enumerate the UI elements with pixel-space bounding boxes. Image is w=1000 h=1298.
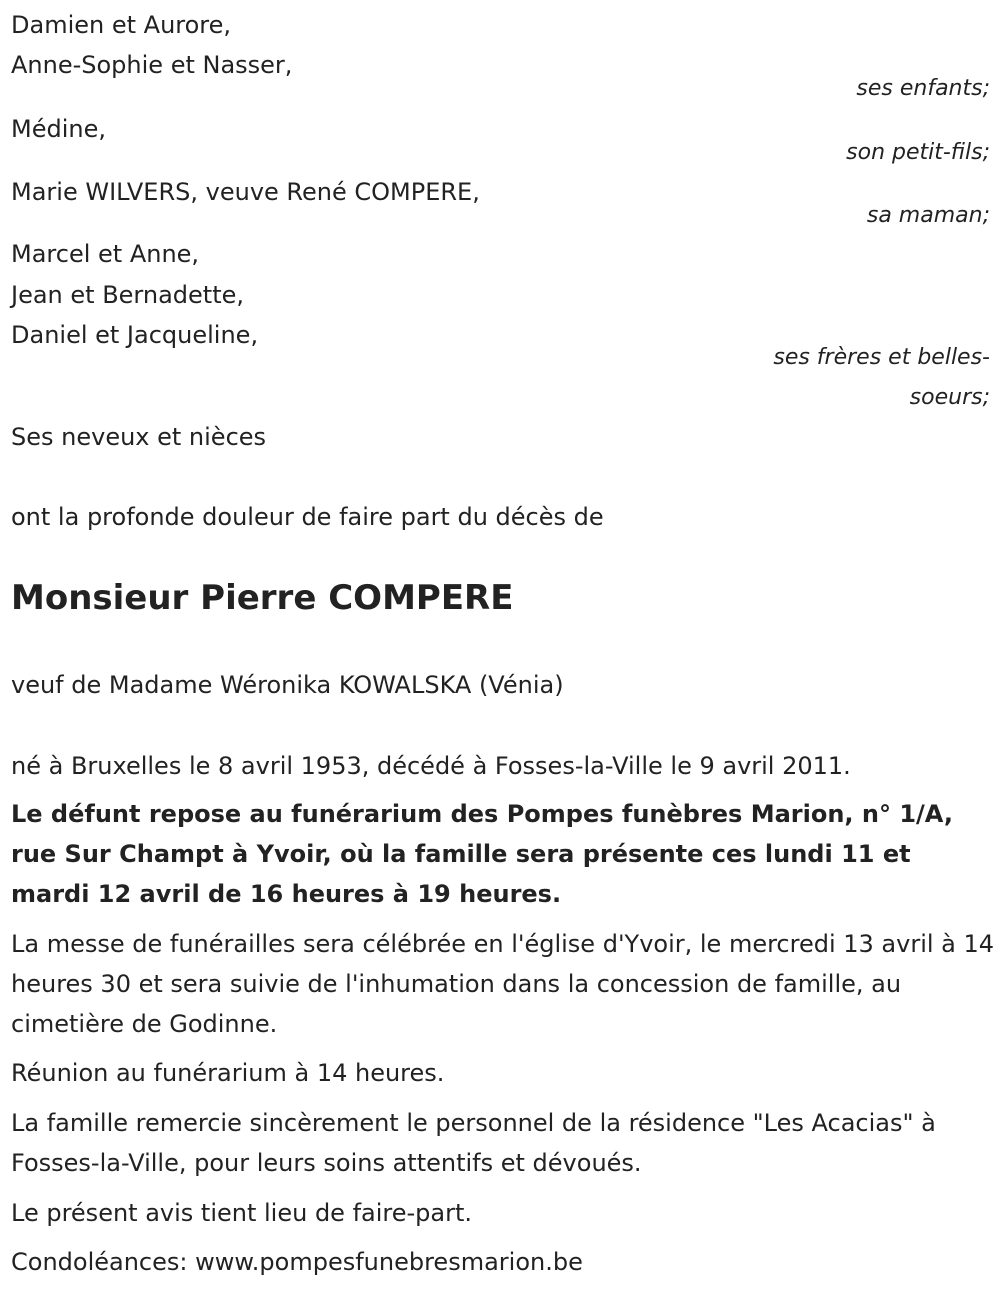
announcement-text: ont la profonde douleur de faire part du décès de	[11, 503, 604, 531]
family-siblings-line-2: Jean et Bernadette,	[11, 281, 245, 309]
notice-paragraph: Le présent avis tient lieu de faire-part.	[11, 1199, 473, 1227]
family-children-line-2: Anne-Sophie et Nasser,	[11, 51, 293, 79]
family-children-line-1: Damien et Aurore,	[11, 11, 232, 39]
condolences-paragraph: Condoléances: www.pompesfunebresmarion.be	[11, 1248, 583, 1276]
relation-siblings-line-1: ses frères et belles-	[773, 345, 990, 370]
reunion-paragraph: Réunion au funérarium à 14 heures.	[11, 1059, 445, 1087]
deceased-name: Monsieur Pierre COMPERE	[11, 578, 514, 618]
repose-paragraph: Le défunt repose au funérarium des Pompes funèbres Marion, n° 1/A, rue Sur Champt à Yvoir, où la famille sera présente ces lundi 11 et mardi 12 avril de 16 heures à 19 heures.	[11, 800, 953, 908]
deceased-dates: né à Bruxelles le 8 avril 1953, décédé à Fosses-la-Ville le 9 avril 2011.	[11, 752, 851, 780]
family-siblings-line-1: Marcel et Anne,	[11, 240, 200, 268]
family-siblings-line-3: Daniel et Jacqueline,	[11, 321, 259, 349]
family-mother-line: Marie WILVERS, veuve René COMPERE,	[11, 178, 480, 206]
relation-mother: sa maman;	[866, 203, 990, 228]
family-nephews-line: Ses neveux et nièces	[11, 423, 267, 451]
relation-siblings-line-2: soeurs;	[909, 385, 990, 410]
relation-grandson: son petit-fils;	[846, 140, 990, 165]
relation-children: ses enfants;	[856, 76, 990, 101]
funeral-mass-paragraph: La messe de funérailles sera célébrée en l'église d'Yvoir, le mercredi 13 avril à 14 heures 30 et sera suivie de l'inhumation dans la concession de famille, au cimetière de Godinne.	[11, 930, 995, 1038]
family-grandson-line: Médine,	[11, 115, 106, 143]
deceased-spouse: veuf de Madame Wéronika KOWALSKA (Vénia)	[11, 671, 564, 699]
thanks-paragraph: La famille remercie sincèrement le personnel de la résidence "Les Acacias" à Fosses-la-Ville, pour leurs soins attentifs et dévoués.	[11, 1109, 936, 1177]
